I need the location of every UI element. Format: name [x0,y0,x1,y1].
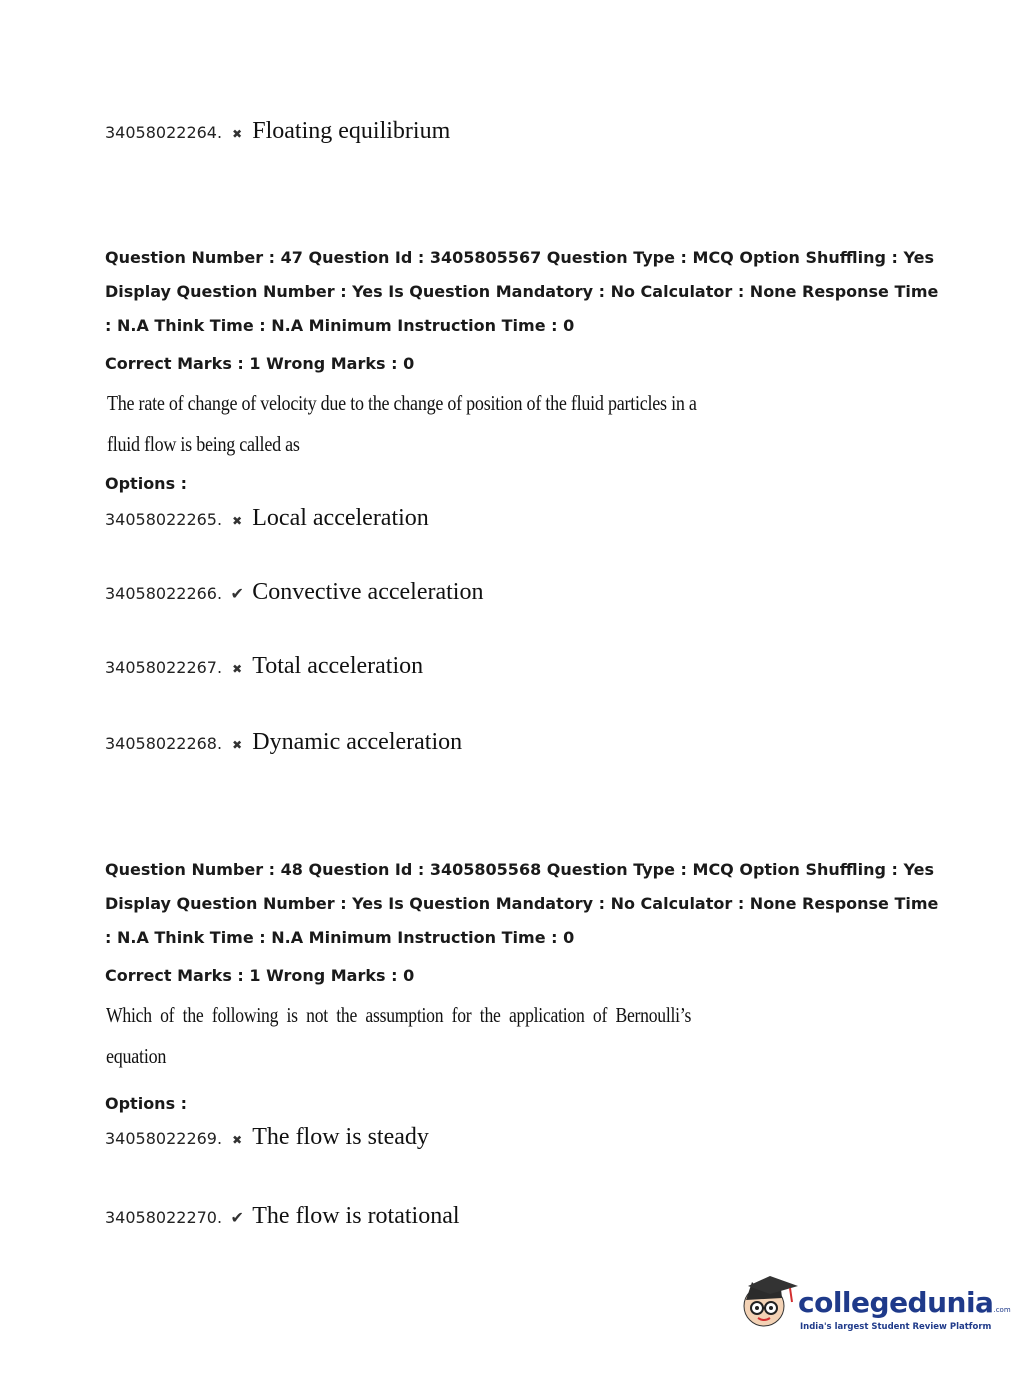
question-meta-line: Question Number : 48 Question Id : 3405805568 Question Type : MCQ Option Shuffling : Yes [105,860,935,879]
option-text: Local acceleration [252,505,429,531]
option-row [105,729,462,756]
question-text-line: fluid flow is being called as [107,432,300,456]
check-icon: ✔ [230,1208,244,1227]
collegedunia-logo [740,1272,1011,1344]
option-id: 34058022266. [105,584,223,603]
option-row [105,1203,460,1230]
check-icon: ✔ [230,584,244,603]
option-row [105,579,483,606]
option-row [105,118,450,145]
question-text-line: The rate of change of velocity due to the change of position of the fluid particles in a [107,391,697,415]
option-id: 34058022269. [105,1129,223,1148]
option-text: Floating equilibrium [252,118,451,144]
option-row [105,505,429,532]
logo-wordmark: collegedunia [798,1286,994,1319]
option-text: Total acceleration [252,653,424,679]
question-meta-line: : N.A Think Time : N.A Minimum Instruction Time : 0 [105,928,575,947]
cross-icon: ✖ [232,514,243,528]
mascot-icon [740,1272,800,1340]
options-label: Options : [105,1094,188,1113]
option-id: 34058022268. [105,734,223,753]
logo-tagline: India's largest Student Review Platform [800,1322,992,1332]
option-row [105,653,423,680]
cross-icon: ✖ [232,738,243,752]
question-marks: Correct Marks : 1 Wrong Marks : 0 [105,354,415,373]
question-meta-line: Display Question Number : Yes Is Question Mandatory : No Calculator : None Response Time [105,894,939,913]
option-text: Convective acceleration [252,579,484,605]
question-meta-line: Display Question Number : Yes Is Question Mandatory : No Calculator : None Response Time [105,282,939,301]
option-text: Dynamic acceleration [252,729,463,755]
question-text-line: Which of the following is not the assumption for the application of Bernoulli’s [106,1003,692,1027]
question-meta-line: Question Number : 47 Question Id : 3405805567 Question Type : MCQ Option Shuffling : Yes [105,248,935,267]
option-id: 34058022264. [105,123,223,142]
cross-icon: ✖ [232,1133,243,1147]
option-id: 34058022267. [105,658,223,677]
cross-icon: ✖ [232,662,243,676]
cross-icon: ✖ [232,127,243,141]
option-id: 34058022270. [105,1208,223,1227]
question-marks: Correct Marks : 1 Wrong Marks : 0 [105,966,415,985]
option-row [105,1124,429,1151]
question-text-line: equation [106,1044,167,1068]
option-text: The flow is steady [252,1124,429,1150]
logo-suffix: .com [993,1306,1011,1314]
question-meta-line: : N.A Think Time : N.A Minimum Instruction Time : 0 [105,316,575,335]
options-label: Options : [105,474,188,493]
option-text: The flow is rotational [252,1203,460,1229]
option-id: 34058022265. [105,510,223,529]
